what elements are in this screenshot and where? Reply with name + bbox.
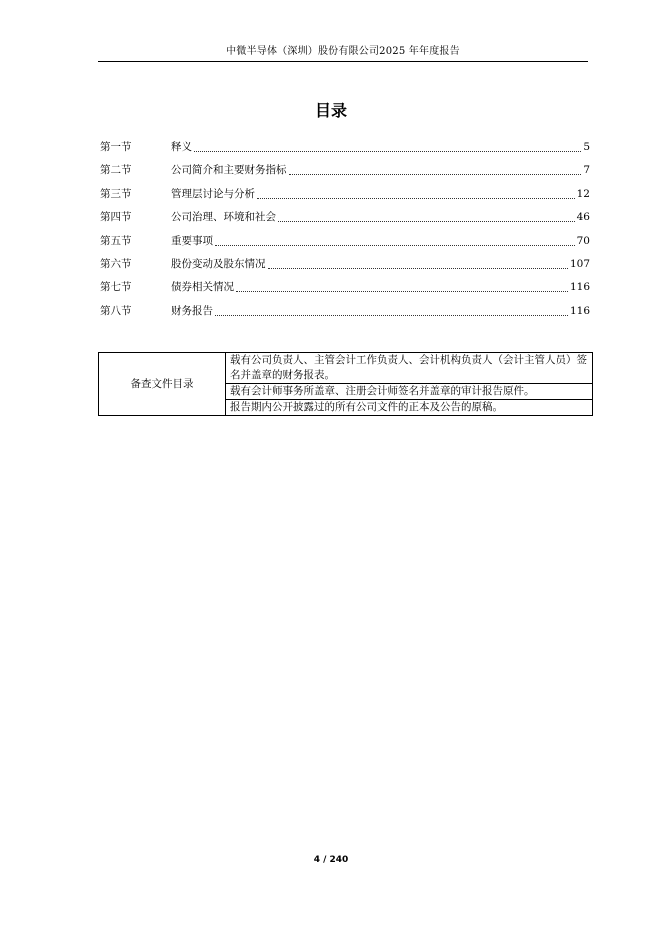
toc-item[interactable] — [100, 140, 590, 163]
toc-page-number: 116 — [569, 281, 590, 294]
toc-leader-dots — [289, 165, 582, 175]
toc-leader-dots — [268, 259, 568, 269]
toc-leader-dots — [215, 306, 568, 316]
toc-leader-dots — [257, 189, 575, 199]
toc-page-number: 46 — [576, 211, 590, 224]
toc-page-number: 5 — [583, 141, 590, 153]
toc-section-title: 财务报告 — [171, 304, 213, 317]
toc-section-number: 第五节 — [100, 234, 132, 247]
toc-section-title: 公司治理、环境和社会 — [171, 211, 276, 224]
toc-page-number: 116 — [569, 304, 590, 317]
toc-item[interactable] — [100, 304, 590, 327]
page-number: 4 / 240 — [313, 855, 349, 865]
toc-section-number: 第一节 — [100, 141, 132, 153]
reference-document-item: 载有会计师事务所盖章、注册会计师签名并盖章的审计报告原件。 — [226, 384, 593, 400]
toc-page-number: 70 — [576, 234, 590, 247]
toc-section-title: 重要事项 — [171, 234, 213, 247]
toc-section-number: 第六节 — [100, 257, 132, 270]
toc-page-number: 7 — [583, 164, 590, 177]
table-row — [99, 353, 593, 384]
toc-list — [100, 140, 590, 327]
toc-section-number: 第八节 — [100, 304, 132, 317]
toc-section-number: 第三节 — [100, 187, 132, 200]
toc-item[interactable] — [100, 280, 590, 303]
toc-item[interactable] — [100, 257, 590, 280]
toc-item[interactable] — [100, 187, 590, 210]
toc-page-number: 107 — [569, 257, 590, 270]
toc-page-number: 12 — [576, 187, 590, 200]
toc-leader-dots — [215, 236, 575, 246]
toc-section-title: 公司简介和主要财务指标 — [171, 164, 287, 177]
toc-section-title: 债券相关情况 — [171, 281, 234, 294]
toc-section-title: 股份变动及股东情况 — [171, 257, 266, 270]
toc-section-number: 第二节 — [100, 164, 132, 177]
reference-documents-table — [98, 352, 593, 416]
toc-section-number: 第七节 — [100, 281, 132, 294]
reference-documents-label: 备查文件目录 — [99, 353, 226, 416]
toc-item[interactable] — [100, 163, 590, 186]
page-header: 中微半导体（深圳）股份有限公司2025 年年度报告 — [98, 42, 588, 62]
toc-section-number: 第四节 — [100, 211, 132, 224]
toc-leader-dots — [194, 142, 581, 152]
toc-item[interactable] — [100, 210, 590, 233]
reference-document-item: 载有公司负责人、主管会计工作负责人、会计机构负责人（会计主管人员）签名并盖章的财务报表。 — [226, 353, 593, 384]
toc-section-title: 释义 — [171, 141, 192, 153]
toc-leader-dots — [278, 212, 575, 222]
toc-item[interactable] — [100, 234, 590, 257]
toc-section-title: 管理层讨论与分析 — [171, 187, 255, 200]
reference-document-item: 报告期内公开披露过的所有公司文件的正本及公告的原稿。 — [226, 400, 593, 416]
toc-title: 目录 — [314, 101, 347, 120]
toc-leader-dots — [236, 282, 568, 292]
